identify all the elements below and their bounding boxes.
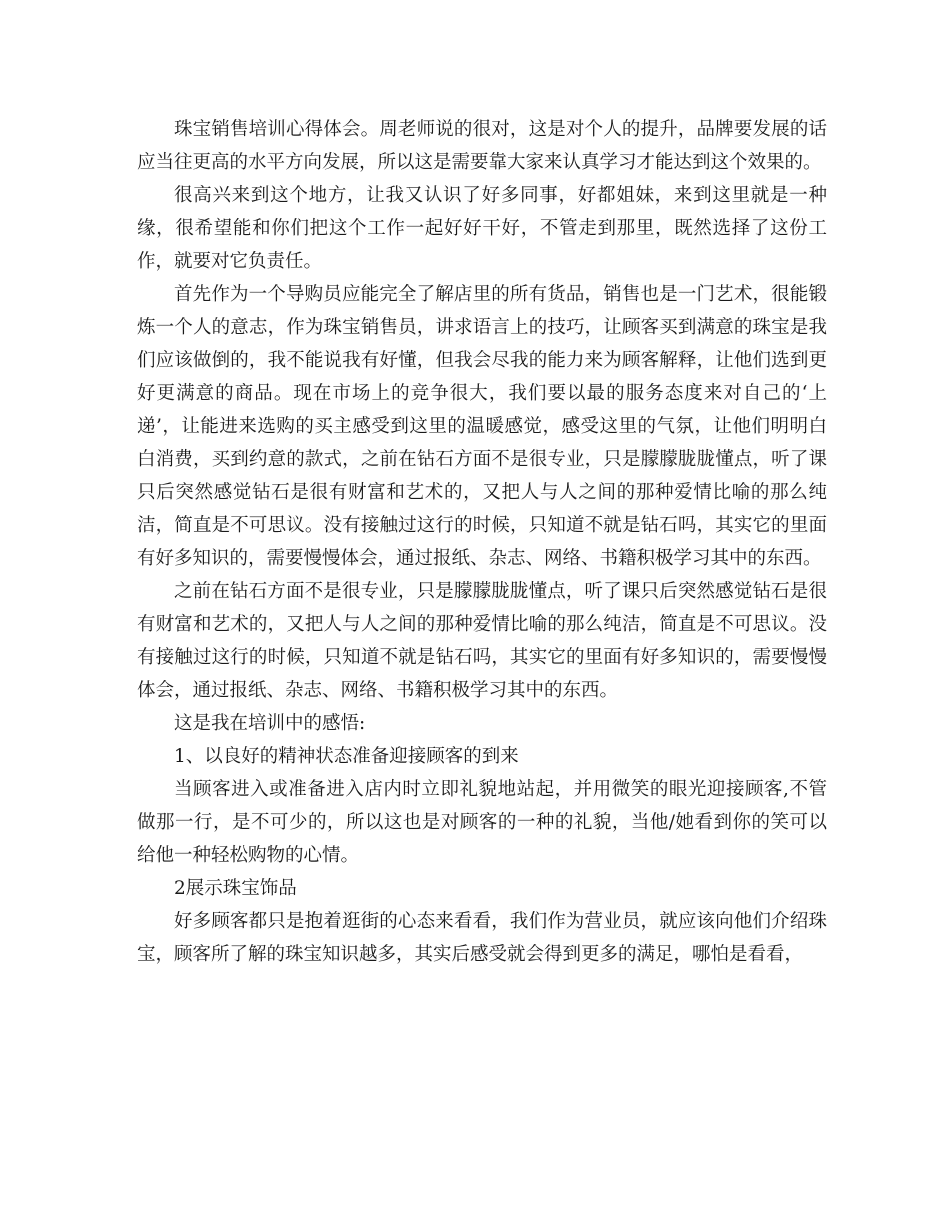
- paragraph-point-2-heading: 2展示珠宝饰品: [174, 878, 297, 899]
- paragraph-point-2-body: 好多顾客都只是抱着逛街的心态来看看，我们作为营业员，就应该向他们介绍珠宝，顾客所了解的珠宝知识越多，其实后感受就会得到更多的满足，哪怕是看看，: [137, 911, 827, 965]
- paragraph-insights-heading: 这是我在培训中的感悟:: [174, 713, 366, 734]
- paragraph-point-1-body: 当顾客进入或准备进入店内时立即礼貌地站起，并用微笑的眼光迎接顾客,不管做那一行，是不可少的，所以这也是对顾客的一种的礼貌，当他/她看到你的笑可以给他一种轻松购物的心情。: [137, 779, 827, 866]
- paragraph-colleagues: 很高兴来到这个地方，让我又认识了好多同事，好都姐妹，来到这里就是一种缘，很希望能和你们把这个工作一起好好干好，不管走到那里，既然选择了这份工作，就要对它负责任。: [137, 185, 827, 272]
- paragraph-diamond: 之前在钻石方面不是很专业，只是朦朦胧胧懂点，听了课只后突然感觉钻石是很有财富和艺术的，又把人与人之间的那种爱情比喻的那么纯洁，简直是不可思议。没有接触过这行的时候，只知道不就是钻石吗，其实它的里面有好多知识的，需要慢慢体会，通过报纸、杂志、网络、书籍积极学习其中的东西。: [137, 581, 827, 701]
- document-body: [137, 113, 827, 971]
- paragraph-sales-art: 首先作为一个导购员应能完全了解店里的所有货品，销售也是一门艺术，很能锻炼一个人的意志，作为珠宝销售员，讲求语言上的技巧，让顾客买到满意的珠宝是我们应该做倒的，我不能说我有好懂，但我会尽我的能力来为顾客解释，让他们选到更好更满意的商品。现在市场上的竞争很大，我们要以最的服务态度来对自己的‘上递’，让能进来选购的买主感受到这里的温暖感觉，感受这里的气氛，让他们明明白白消费，买到约意的款式，之前在钻石方面不是很专业，只是朦朦胧胧懂点，听了课只后突然感觉钻石是很有财富和艺术的，又把人与人之间的那种爱情比喻的那么纯洁，简直是不可思议。没有接触过这行的时候，只知道不就是钻石吗，其实它的里面有好多知识的，需要慢慢体会，通过报纸、杂志、网络、书籍积极学习其中的东西。: [137, 284, 827, 569]
- paragraph-point-1-heading: 1、以良好的精神状态准备迎接顾客的到来: [174, 746, 519, 767]
- paragraph-intro: 珠宝销售培训心得体会。周老师说的很对，这是对个人的提升，品牌要发展的话应当往更高的水平方向发展，所以这是需要靠大家来认真学习才能达到这个效果的。: [137, 119, 827, 173]
